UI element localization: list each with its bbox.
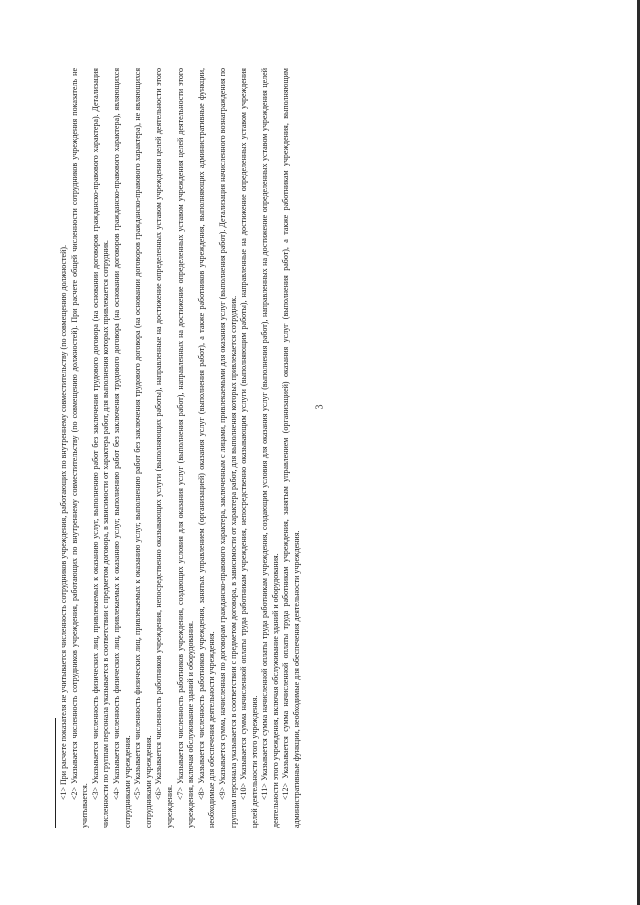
footnote-text: Указывается численность работников учреждения, занятых управлением (организацией) оказания услуг (выполнения работ), а также работников учреждения, выполняющих административные функции, необходимые для обеспечения деятельности учреждения. [196,68,217,828]
footnote-mark: <5> [133,786,143,800]
footnote-4 [112,68,133,828]
footnote-mark: <7> [175,786,185,800]
footnote-mark: <9> [217,786,227,800]
footnote-text: Указывается численность сотрудников учреждения, работающих по внутреннему совместительству (по совмещению должностей). При расчете общей численности сотрудников учреждения показатель не учитывается. [69,68,90,828]
footnote-text: Указывается численность физических лиц, привлекаемых к оказанию услуг, выполнению работ без заключения трудового договора (на основании договоров гражданско-правового характера), являющихся сотрудниками учреждения. [111,68,132,828]
footnote-mark: <1> [59,786,68,800]
footnotes-block [55,68,380,828]
footnote-text: Указывается сумма начисленной оплаты труда работникам учреждения, непосредственно оказывающим услуги (выполняющим работы), направленные на достижение определенных уставом учреждения целей деятельности этого учреждения. [239,68,259,828]
footnote-text: При расчете показателя не учитывается численность сотрудников учреждения, работающих по внутреннему совместительству (по совмещению должностей). [59,244,68,787]
footnote-separator [55,718,56,828]
footnote-text: Указывается сумма начисленной оплаты труда работникам учреждения, занятым управлением (организацией) оказания услуг (выполнения работ), а также работникам учреждения, выполняющим административные функции, необходимые для обеспечения деятельности учреждения. [281,68,302,828]
footnote-text: Указывается численность работников учреждения, непосредственно оказывающих услуги (выполняющих работы), направленные на достижение определенных уставом учреждения целей деятельности этого учреждения. [154,68,174,828]
footnote-text: Указывается численность работников учреждения, создающих условия для оказания услуг (выполнения работ), направленных на достижение определенных уставом учреждения целей деятельности этого учреждения, включая обслуживание зданий и оборудования. [175,68,196,828]
footnote-mark: <10> [239,782,249,800]
footnote-mark: <4> [111,786,121,800]
footnote-6 [154,68,175,828]
footnote-mark: <3> [90,786,100,800]
footnote-5 [133,68,154,828]
footnote-2 [70,68,91,828]
footnote-mark: <11> [260,783,270,800]
page-number: 3 [314,404,326,410]
footnote-text: Указывается сумма начисленной оплаты труда работникам учреждения, создающим условия для оказания услуг (выполнения работ), направленных на достижение определенных уставом учреждения целей деятельности этого учреждения, включая обслуживание зданий и оборудования. [260,68,280,828]
footnote-11 [260,68,281,828]
footnote-9 [218,68,239,828]
footnote-1 [59,68,70,828]
footnote-mark: <2> [69,786,79,800]
footnote-mark: <6> [154,786,164,800]
footnote-8 [197,68,218,828]
footnote-10 [239,68,260,828]
footnote-3 [91,68,112,828]
footnote-12 [281,68,302,828]
footnote-mark: <8> [196,786,206,800]
footnote-text: Указывается численность физических лиц, привлекаемых к оказанию услуг, выполнению работ без заключения трудового договора (на основании договоров гражданско-правового характера), не являющихся сотрудниками учреждения. [133,68,153,828]
footnote-text: Указывается численность физических лиц, привлекаемых к оказанию услуг, выполнению работ без заключения трудового договора (на основании договоров гражданско-правового характера). Детализация численности по группам персонала указывается в соответствии с предметом договора, в зависимости от характера работ, для выполнения которых привлекается сотрудник. [90,68,111,828]
footnote-mark: <12> [281,782,291,800]
footnote-text: Указывается сумма, начисленная по договорам гражданско-правового характера, заключенным с лицами, привлекаемыми для оказания услуг (выполнения работ). Детализация начисленного вознаграждения по группам персонала указывается в соответствии с предметом договора, в зависимости от характера работ, для выполнения которых привлекается сотрудник. [217,68,238,828]
footnote-7 [176,68,197,828]
